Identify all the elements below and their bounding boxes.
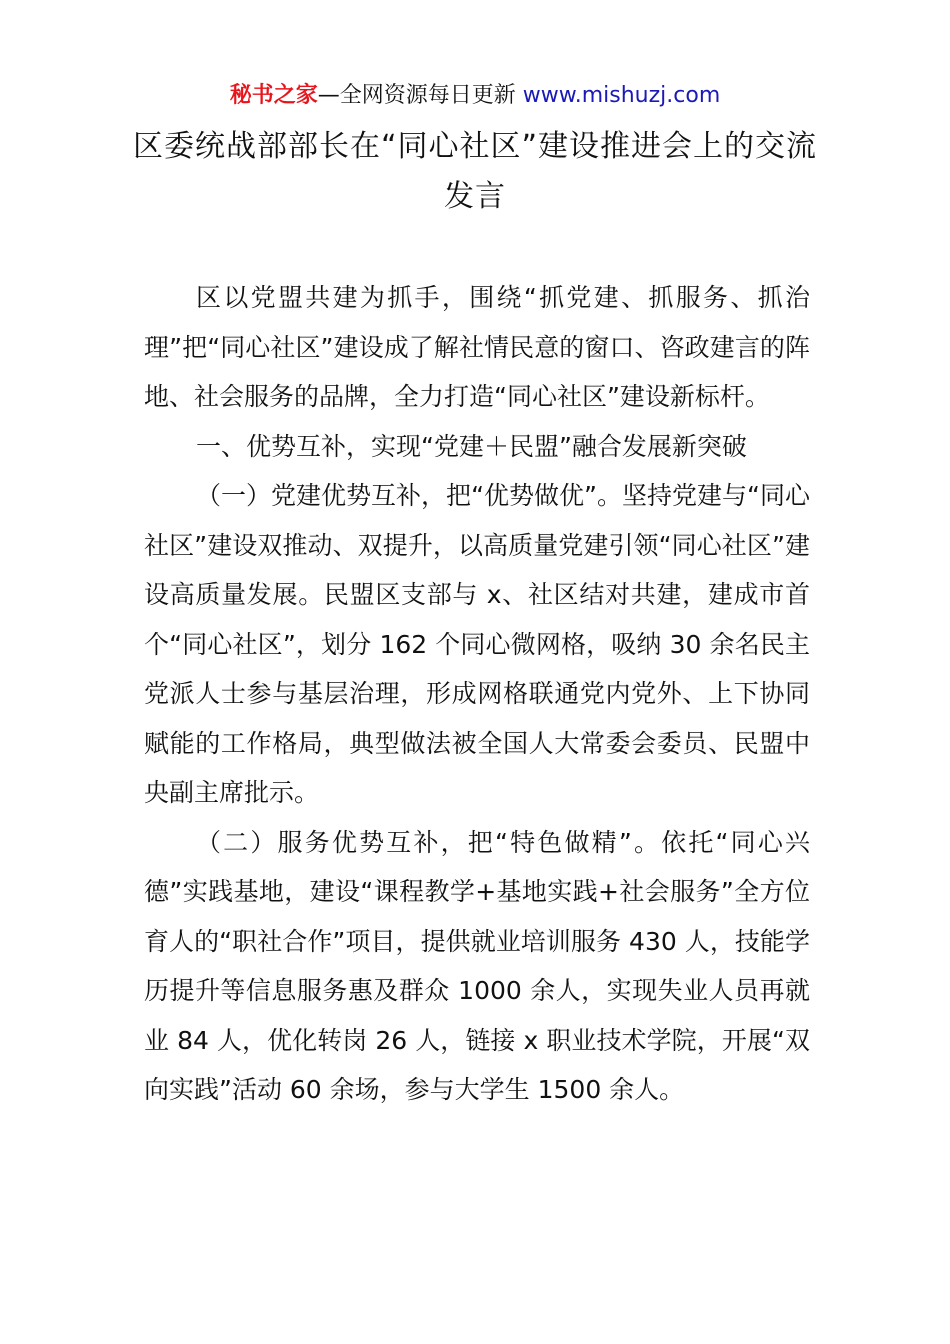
body-paragraph: （一）党建优势互补，把“优势做优”。坚持党建与“同心社区”建设双推动、双提升，以高质量党建引领“同心社区”建设高质量发展。民盟区支部与 x、社区结对共建，建成市首个“同心社区”，划分 162 个同心微网格，吸纳 30 余名民主党派人士参与基层治理，形成网格联通党内党外、上下协同赋能的工作格局，典型做法被全国人大常委会委员、民盟中央副主席批示。 <box>144 481 810 807</box>
site-tagline: —全网资源每日更新 <box>317 83 516 108</box>
document-body <box>144 273 810 1115</box>
document-title: 区委统战部部长在“同心社区”建设推进会上的交流发言 <box>132 129 818 214</box>
site-brand: 秘书之家 <box>229 83 318 108</box>
body-paragraph: （二）服务优势互补，把“特色做精”。依托“同心兴德”实践基地，建设“课程教学+基地实践+社会服务”全方位育人的“职社合作”项目，提供就业培训服务 430 人，技能学历提升等信息服务惠及群众 1000 余人，实现失业人员再就业 84 人，优化转岗 26 人，链接 x 职业技术学院，开展“双向实践”活动 60 余场，参与大学生 1500 余人。 <box>144 827 810 1104</box>
site-url-link[interactable]: www.mishuzj.com <box>522 83 721 108</box>
site-header <box>0 80 950 112</box>
section-heading: 一、优势互补，实现“党建＋民盟”融合发展新突破 <box>196 431 747 461</box>
intro-paragraph: 区以党盟共建为抓手，围绕“抓党建、抓服务、抓治理”把“同心社区”建设成了解社情民意的窗口、咨政建言的阵地、社会服务的品牌，全力打造“同心社区”建设新标杆。 <box>144 283 810 411</box>
